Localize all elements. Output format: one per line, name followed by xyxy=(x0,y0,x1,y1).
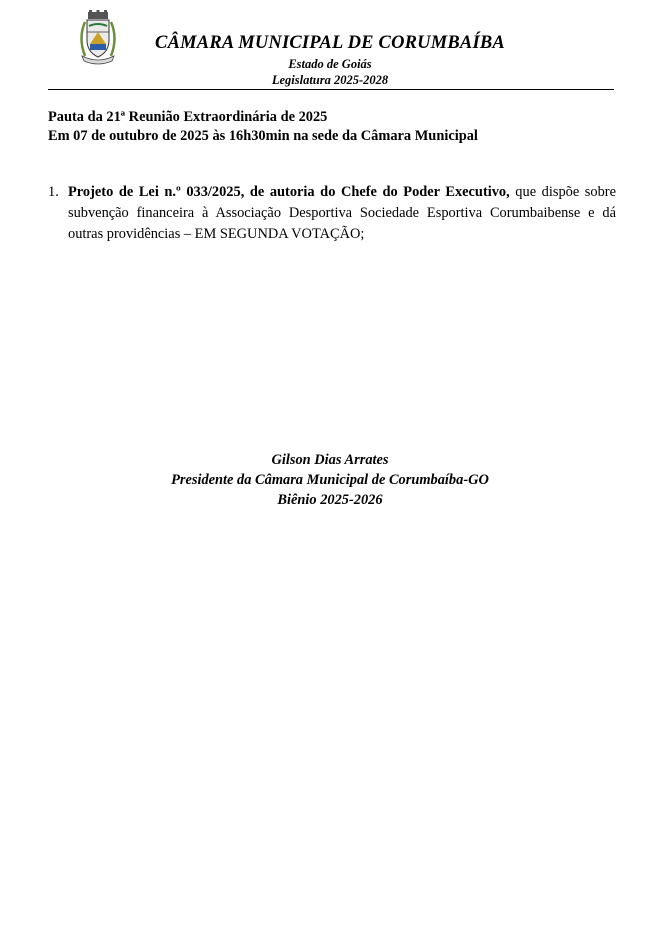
item-text xyxy=(68,182,616,245)
legislature-subtitle: Legislatura 2025-2028 xyxy=(271,73,389,87)
agenda-title-line1: Pauta da 21ª Reunião Extraordinária de 2025 xyxy=(48,109,328,125)
item-description: que dispõe sobre subvenção financeira à Associação Desportiva Sociedade Esportiva Corumbaibense e dá outras providências – EM SEGUNDA VOTAÇÃO; xyxy=(68,184,616,242)
municipal-coat-of-arms-icon xyxy=(76,10,120,66)
item-bold-text: Projeto de Lei n.º 033/2025, de autoria do Chefe do Poder Executivo, xyxy=(68,184,510,200)
list-item xyxy=(48,182,616,245)
signature-name: Gilson Dias Arrates xyxy=(271,452,389,468)
signature-term: Biênio 2025-2026 xyxy=(277,492,383,508)
state-subtitle: Estado de Goiás xyxy=(288,57,372,71)
chamber-title: CÂMARA MUNICIPAL DE CORUMBAÍBA xyxy=(155,33,505,53)
item-number: 1. xyxy=(48,184,59,200)
signature-block xyxy=(130,450,530,510)
agenda-title xyxy=(48,108,618,146)
signature-role: Presidente da Câmara Municipal de Corumbaíba-GO xyxy=(171,472,489,488)
header-divider xyxy=(48,89,614,90)
agenda-items-list xyxy=(48,182,616,245)
agenda-title-line2: Em 07 de outubro de 2025 às 16h30min na sede da Câmara Municipal xyxy=(48,128,478,144)
